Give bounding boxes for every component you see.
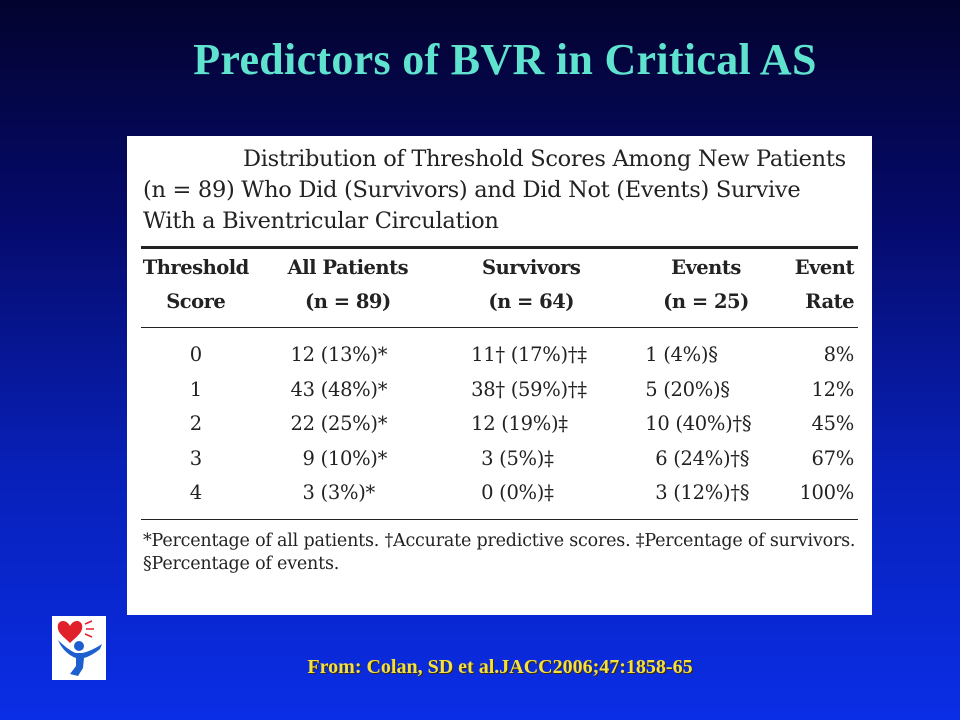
table-row: [141, 407, 858, 442]
cell-all-patients: 12 (13%)*: [290, 343, 388, 366]
table-row: [141, 373, 858, 408]
caption-line-3: With a Biventricular Circulation: [143, 208, 499, 234]
heart-figure-icon: [52, 616, 106, 680]
figure-head: [74, 641, 84, 651]
citation: From: Colan, SD et al.JACC2006;47:1858-65: [307, 656, 693, 678]
footnote-line-2: §Percentage of events.: [143, 553, 340, 574]
cell-survivors: 38† (59%)†‡: [471, 377, 587, 401]
cell-events: 6 (24%)†§: [655, 446, 750, 470]
slide-title: Predictors of BVR in Critical AS: [193, 35, 817, 84]
cell-survivors: 3 (5%)‡: [481, 446, 554, 470]
cell-score: 3: [189, 446, 202, 470]
cell-score: 0: [189, 343, 202, 366]
cell-survivors: 0 (0%)‡: [481, 481, 554, 504]
header-event-rate: Event Rate: [794, 256, 854, 313]
cell-event-rate: 45%: [811, 412, 854, 435]
header-survivors: Survivors (n = 64): [482, 256, 581, 313]
cell-all-patients: 9 (10%)*: [302, 446, 388, 470]
table-header-row: [141, 249, 858, 327]
caption-line-2: (n = 89) Who Did (Survivors) and Did Not (Events) Survive: [143, 177, 801, 203]
cell-event-rate: 100%: [799, 481, 854, 504]
cell-all-patients: 22 (25%)*: [290, 412, 388, 435]
table-row: [141, 442, 858, 477]
table-row: [141, 328, 858, 373]
heart-shape: [58, 621, 83, 643]
cell-event-rate: 8%: [823, 343, 854, 366]
cell-score: 4: [189, 481, 202, 504]
cell-events: 5 (20%)§: [645, 377, 730, 401]
table-bottom-rule: [141, 519, 858, 520]
header-threshold-score: Threshold Score: [142, 256, 249, 313]
threshold-score-table: [141, 249, 858, 519]
cell-all-patients: 43 (48%)*: [290, 377, 388, 401]
table-row: [141, 476, 858, 519]
table-panel: [127, 136, 872, 615]
cell-score: 1: [189, 377, 202, 401]
heart-rays: [85, 621, 94, 637]
footnote-line-1: *Percentage of all patients. †Accurate predictive scores. ‡Percentage of survivors.: [143, 530, 856, 551]
cell-event-rate: 12%: [811, 377, 854, 401]
cell-events: 10 (40%)†§: [645, 412, 752, 435]
cell-events: 1 (4%)§: [645, 343, 718, 366]
cell-score: 2: [189, 412, 202, 435]
cell-event-rate: 67%: [811, 446, 854, 470]
header-all-patients: All Patients (n = 89): [287, 256, 409, 313]
cell-survivors: 12 (19%)‡: [471, 412, 568, 435]
table-footnote: [141, 530, 858, 576]
cell-survivors: 11† (17%)†‡: [471, 343, 587, 366]
table-caption: [141, 144, 858, 237]
caption-line-1: Distribution of Threshold Scores Among New Patients: [243, 146, 846, 172]
cell-all-patients: 3 (3%)*: [302, 481, 375, 504]
cell-events: 3 (12%)†§: [655, 481, 750, 504]
header-events: Events (n = 25): [663, 256, 749, 313]
logo-graphic: [52, 616, 106, 680]
